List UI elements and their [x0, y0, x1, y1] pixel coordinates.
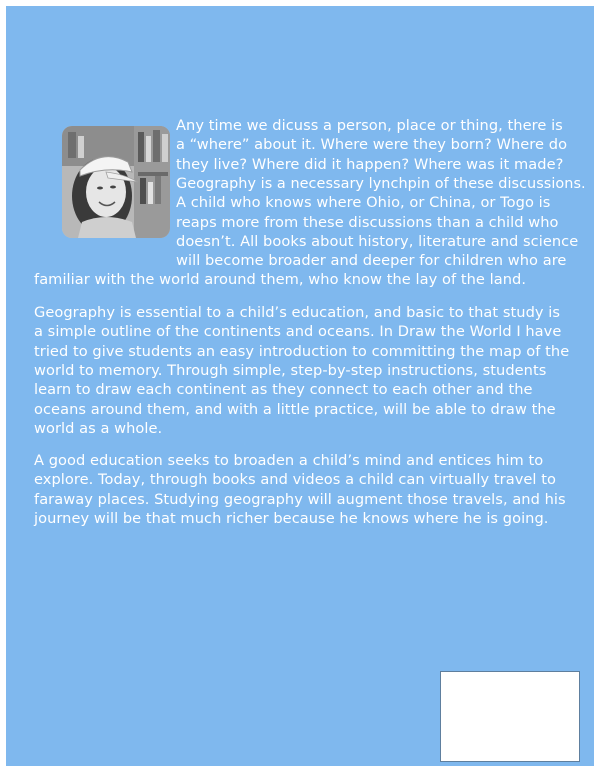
paragraph2-line: Geography is essential to a child’s education, and basic to that study is [34, 304, 561, 321]
intro-line: familiar with the world around them, who know the lay of the land. [34, 271, 527, 289]
paragraph3-line: explore. Today, through books and videos a child can virtually travel to [34, 471, 556, 489]
back-cover-text [6, 6, 594, 766]
intro-line: reaps more from these discussions than a child who [176, 213, 559, 231]
back-cover [6, 6, 594, 766]
intro-line: they live? Where did it happen? Where was it made? [176, 155, 564, 173]
paragraph3-line: A good education seeks to broaden a child’s mind and entices him to [34, 452, 544, 469]
paragraph3-line: faraway places. Studying geography will augment those travels, and his [34, 490, 566, 508]
barcode-area [440, 671, 580, 762]
paragraph2-line: tried to give students an easy introduction to committing the map of the [34, 342, 570, 360]
paragraph2-line: world to memory. Through simple, step-by-step instructions, students [34, 361, 547, 379]
intro-line: a “where” about it. Where were they born? Where do [176, 136, 568, 154]
intro-line: A child who knows where Ohio, or China, or Togo is [176, 194, 551, 212]
intro-line: doesn’t. All books about history, literature and science [176, 232, 579, 250]
paragraph2-line: oceans around them, and with a little practice, will be able to draw the [34, 400, 556, 418]
paragraph3-line: journey will be that much richer because he knows where he is going. [34, 509, 549, 527]
intro-line: Geography is a necessary lynchpin of these discussions. [176, 174, 586, 192]
paragraph2-line: world as a whole. [34, 419, 163, 437]
intro-line: will become broader and deeper for children who are [176, 252, 567, 270]
paragraph2-line: a simple outline of the continents and oceans. In Draw the World I have [34, 323, 562, 341]
paragraph2-line: learn to draw each continent as they connect to each other and the [34, 381, 533, 399]
intro-line: Any time we dicuss a person, place or thing, there is [176, 117, 563, 134]
